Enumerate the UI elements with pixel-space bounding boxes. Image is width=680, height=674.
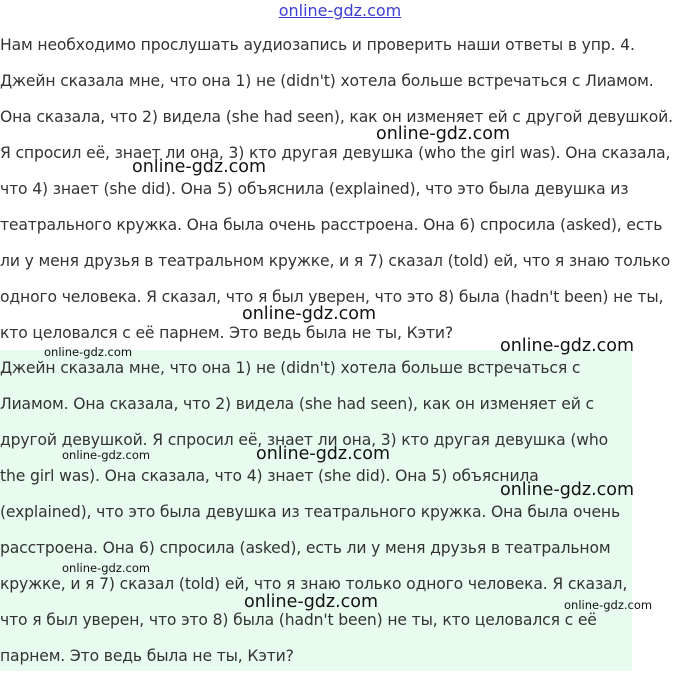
watermark: online-gdz.com — [44, 345, 133, 359]
site-watermark-header: online-gdz.com — [278, 1, 402, 20]
watermark: online-gdz.com — [256, 444, 391, 464]
watermark: online-gdz.com — [242, 304, 377, 324]
watermark: online-gdz.com — [244, 592, 379, 612]
watermark: online-gdz.com — [62, 448, 151, 462]
quote-paragraph: Джейн сказала мне, что она 1) не (didn't) хотела больше встречаться с Лиамом. Она сказала, что 2) видела (she had seen), как он изменяет ей с другой девушкой. Я спросил её, знает ли она, 3) кто другая девушка (who the girl was). Она сказала, что 4) знает (she did). Она 5) объяснила (explained), что это была девушка из театрального кружка. Она была очень расстроена. Она 6) спросила (asked), есть ли у меня друзья в театральном кружке, и я 7) сказал (told) ей, что я знаю только одного человека. Я сказал, что я был уверен, что это 8) была (hadn't been) не ты, кто целовался с её парнем. Это ведь была не ты, Кэти? — [0, 359, 628, 665]
watermark: online-gdz.com — [564, 598, 653, 612]
watermark: online-gdz.com — [376, 124, 511, 144]
intro-paragraph: Нам необходимо прослушать аудиозапись и проверить наши ответы в упр. 4. — [0, 36, 635, 54]
watermark: online-gdz.com — [500, 336, 635, 356]
answer-paragraph: Джейн сказала мне, что она 1) не (didn't) хотела больше встречаться с Лиамом. Она сказала, что 2) видела (she had seen), как он изменяет ей с другой девушкой. Я спросил её, знает ли она, 3) кто другая девушка (who the girl was). Она сказала, что 4) знает (she did). Она 5) объяснила (explained), что это была девушка из театрального кружка. Она была очень расстроена. Она 6) спросила (asked), есть ли у меня друзья в театральном кружке, и я 7) сказал (told) ей, что я знаю только одного человека. Я сказал, что я был уверен, что это 8) была (hadn't been) не ты, кто целовался с её парнем. Это ведь была не ты, Кэти? — [0, 72, 673, 342]
watermark: online-gdz.com — [500, 480, 635, 500]
watermark: online-gdz.com — [62, 561, 151, 575]
watermark: online-gdz.com — [132, 157, 267, 177]
